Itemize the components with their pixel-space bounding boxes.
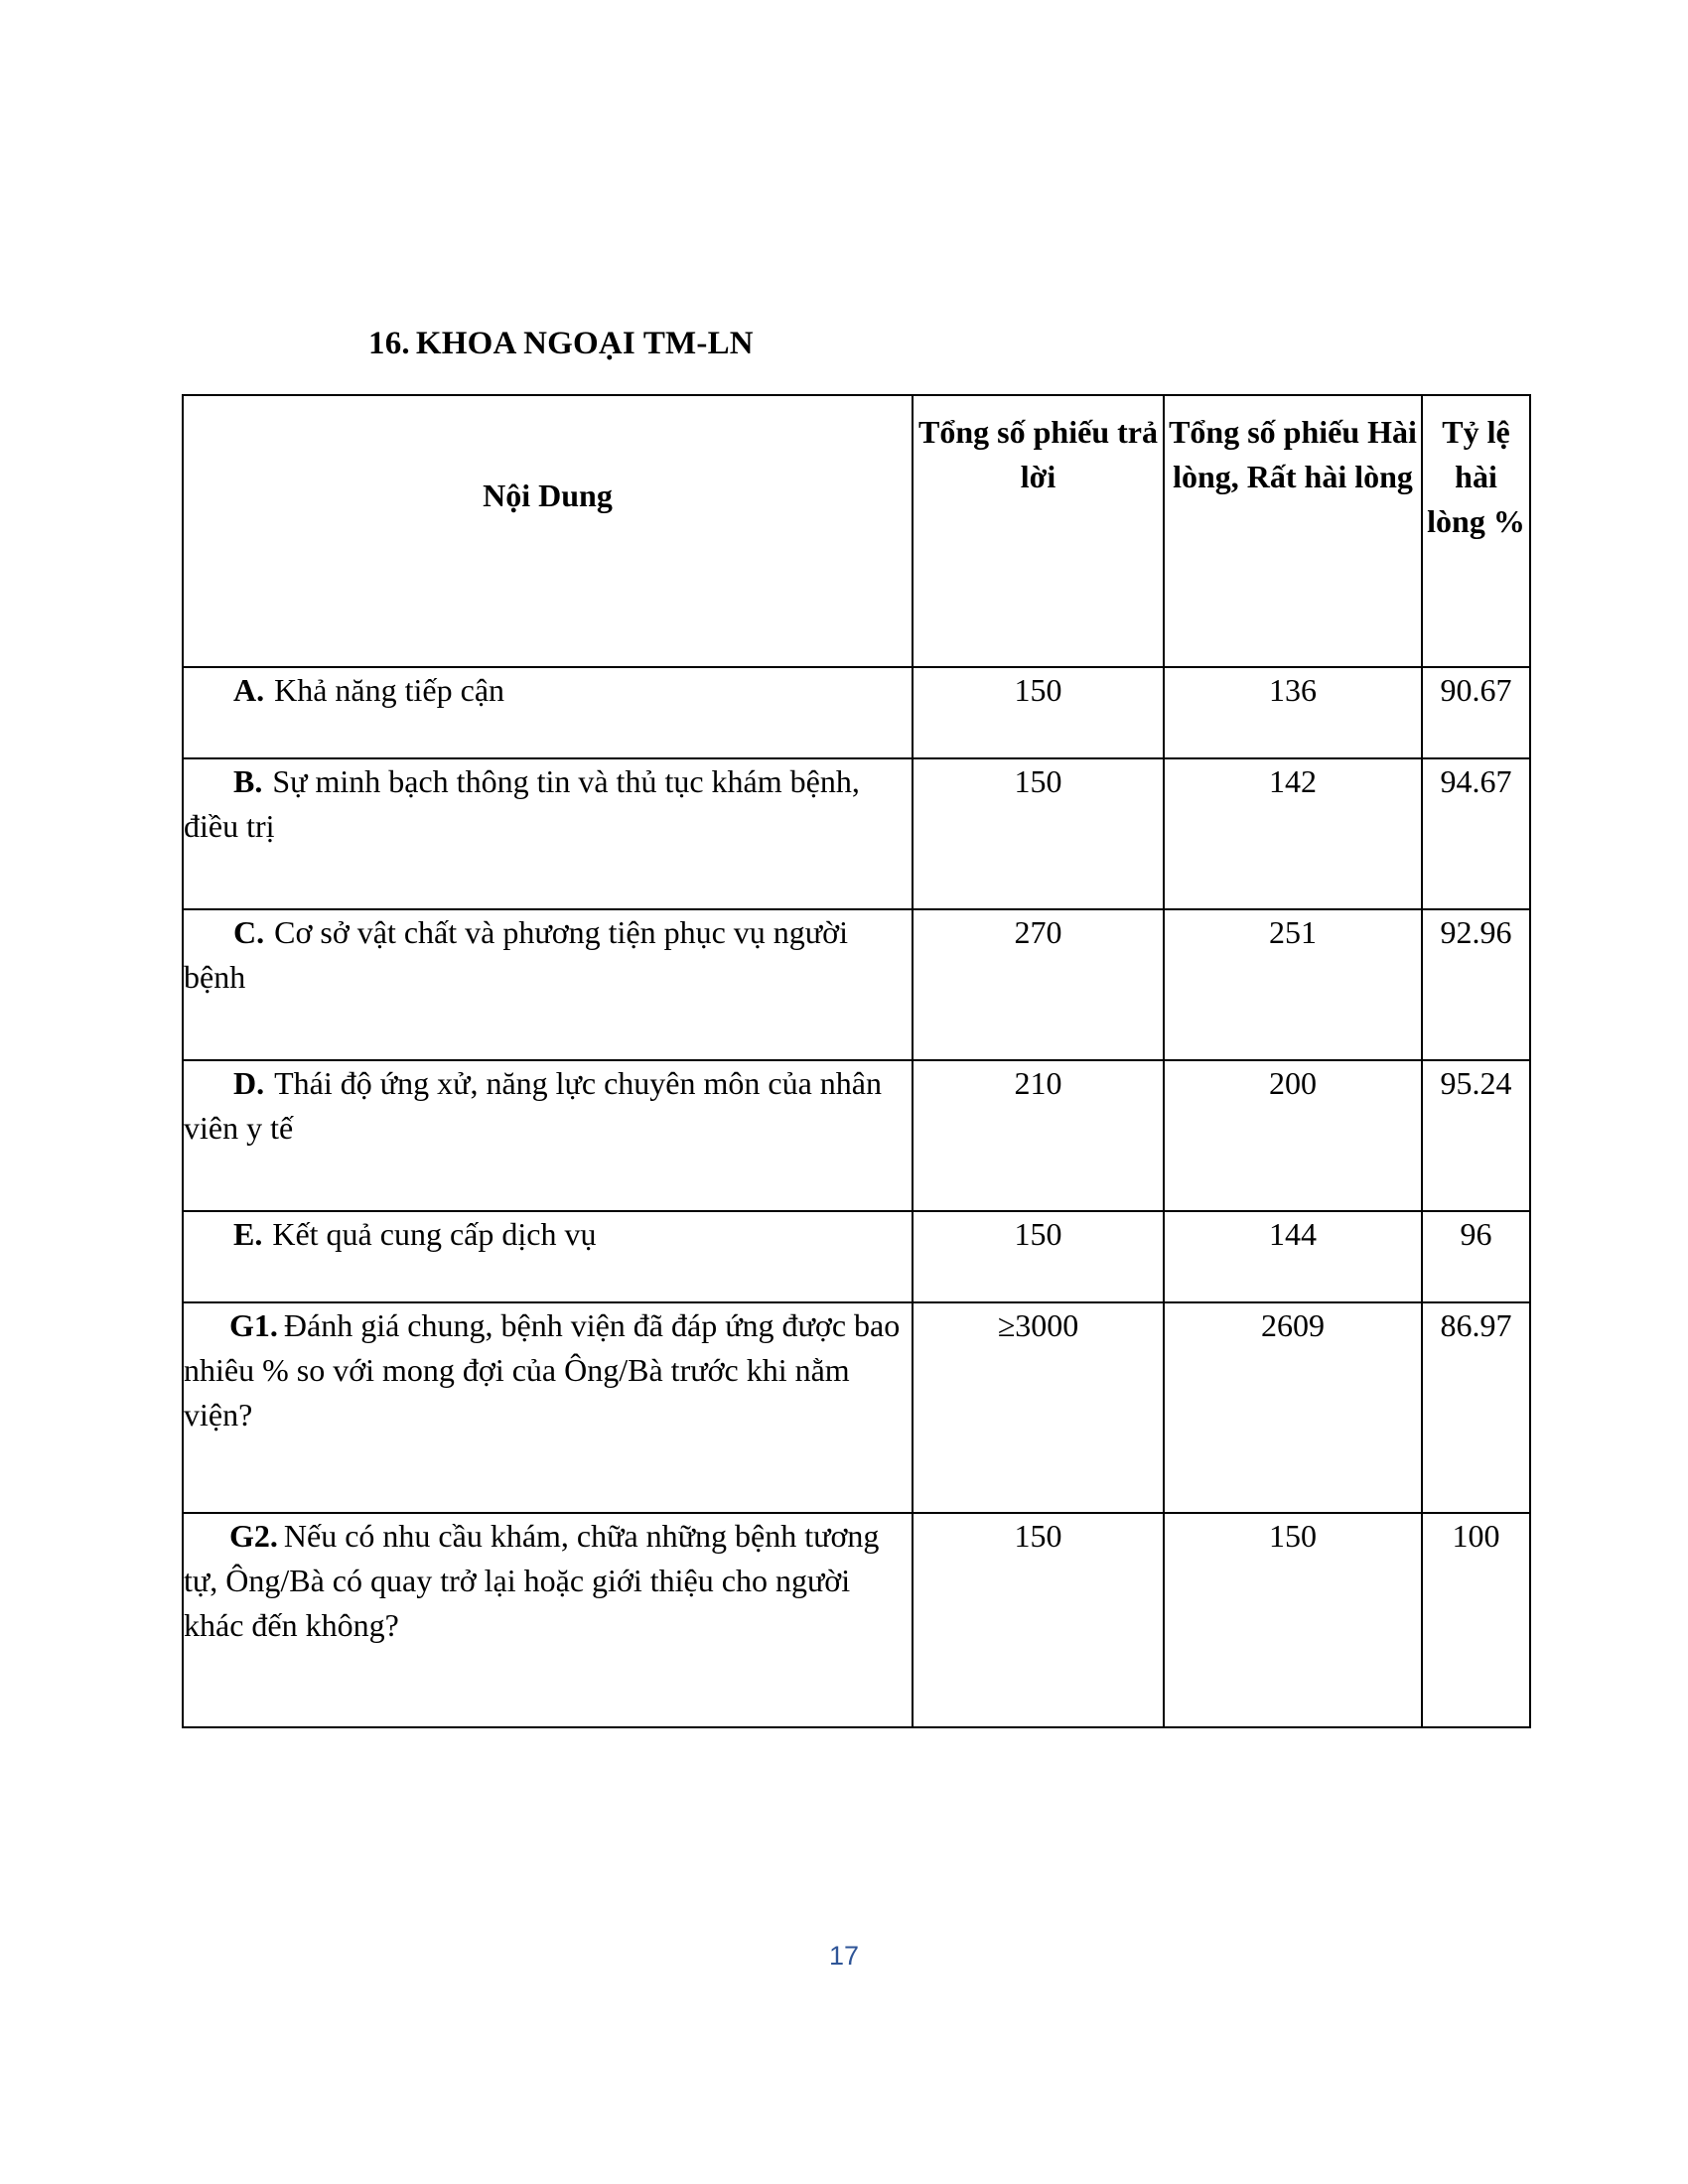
row-label: E.	[233, 1216, 263, 1252]
row-content	[183, 667, 913, 758]
row-text: Khả năng tiếp cận	[274, 672, 505, 708]
row-rate: 92.96	[1422, 909, 1530, 1060]
row-rate: 86.97	[1422, 1302, 1530, 1513]
row-content	[183, 909, 913, 1060]
row-satisfied: 144	[1164, 1211, 1422, 1302]
section-title	[368, 326, 754, 362]
table-row	[183, 1302, 1530, 1513]
page-number: 17	[828, 1941, 860, 1971]
header-content: Nội Dung	[183, 395, 913, 667]
header-rate: Tỷ lệ hài lòng %	[1422, 395, 1530, 667]
row-satisfied: 142	[1164, 758, 1422, 909]
row-rate: 94.67	[1422, 758, 1530, 909]
header-total-responses: Tổng số phiếu trả lời	[913, 395, 1164, 667]
row-rate: 100	[1422, 1513, 1530, 1727]
row-label: B.	[233, 763, 263, 799]
row-content	[183, 1513, 913, 1727]
row-content	[183, 758, 913, 909]
row-rate: 95.24	[1422, 1060, 1530, 1211]
table-row	[183, 758, 1530, 909]
row-text: Thái độ ứng xử, năng lực chuyên môn của nhân viên y tế	[184, 1065, 882, 1146]
satisfaction-table	[182, 394, 1531, 1728]
row-total: 150	[913, 1211, 1164, 1302]
row-content	[183, 1060, 913, 1211]
row-satisfied: 251	[1164, 909, 1422, 1060]
table-row	[183, 667, 1530, 758]
header-total-satisfied: Tổng số phiếu Hài lòng, Rất hài lòng	[1164, 395, 1422, 667]
row-satisfied: 150	[1164, 1513, 1422, 1727]
row-text: Sự minh bạch thông tin và thủ tục khám bệnh, điều trị	[184, 763, 860, 844]
row-label: D.	[233, 1065, 265, 1101]
section-name: KHOA NGOẠI TM-LN	[415, 326, 754, 361]
row-text: Kết quả cung cấp dịch vụ	[272, 1216, 597, 1252]
row-label: G1.	[229, 1307, 278, 1343]
row-label: G2.	[229, 1518, 278, 1554]
row-content	[183, 1211, 913, 1302]
row-label: A.	[233, 672, 265, 708]
row-total: 150	[913, 1513, 1164, 1727]
row-rate: 90.67	[1422, 667, 1530, 758]
row-total: 150	[913, 758, 1164, 909]
row-total: 210	[913, 1060, 1164, 1211]
row-total: ≥3000	[913, 1302, 1164, 1513]
table-header-row	[183, 395, 1530, 667]
row-content	[183, 1302, 913, 1513]
row-text: Đánh giá chung, bệnh viện đã đáp ứng được bao nhiêu % so với mong đợi của Ông/Bà trước khi nằm viện?	[184, 1307, 901, 1433]
table-row	[183, 1513, 1530, 1727]
table-row	[183, 909, 1530, 1060]
row-satisfied: 136	[1164, 667, 1422, 758]
row-total: 150	[913, 667, 1164, 758]
row-rate: 96	[1422, 1211, 1530, 1302]
row-satisfied: 2609	[1164, 1302, 1422, 1513]
table-row	[183, 1211, 1530, 1302]
table-row	[183, 1060, 1530, 1211]
row-satisfied: 200	[1164, 1060, 1422, 1211]
row-text: Nếu có nhu cầu khám, chữa những bệnh tương tự, Ông/Bà có quay trở lại hoặc giới thiệu cho người khác đến không?	[184, 1518, 880, 1643]
row-text: Cơ sở vật chất và phương tiện phục vụ người bệnh	[184, 914, 848, 995]
row-label: C.	[233, 914, 265, 950]
row-total: 270	[913, 909, 1164, 1060]
section-number: 16.	[368, 326, 410, 361]
